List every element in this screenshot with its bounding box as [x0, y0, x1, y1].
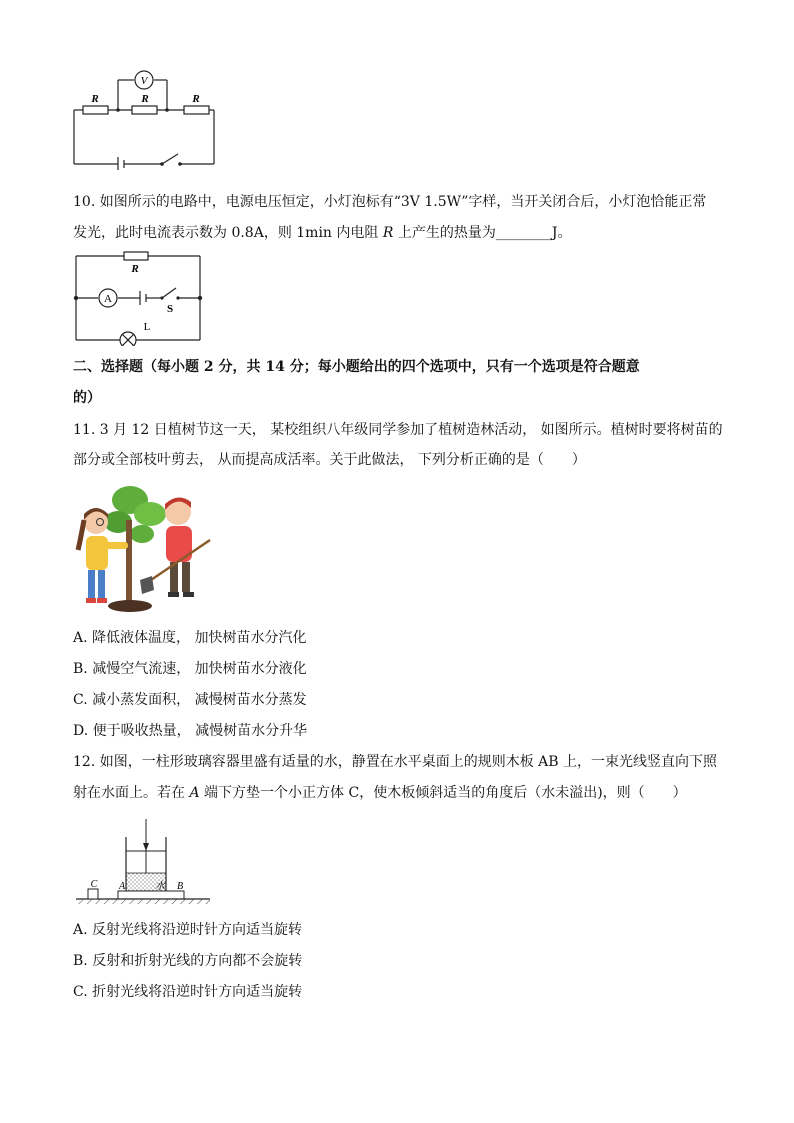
q11-option-d: D. 便于吸收热量， 减慢树苗水分升华 [73, 723, 308, 739]
cube-label: C [90, 879, 98, 890]
q10-line2 [73, 223, 571, 243]
q12-line2-a: 射在水面上。若在 [73, 785, 190, 801]
q11-option-a: A. 降低液体温度， 加快树苗水分汽化 [73, 630, 307, 646]
q11-option-c: C. 减小蒸发面积， 减慢树苗水分蒸发 [73, 692, 307, 708]
q12-line2 [73, 783, 687, 803]
circuit-diagram-voltmeter [70, 66, 220, 170]
q12-line2-b: 端下方垫一个小正方体 C，使木板倾斜适当的角度后（水未溢出)，则（ ） [199, 785, 687, 801]
resistor-label: R [131, 263, 139, 275]
voltmeter-label: V [140, 75, 148, 87]
board-end-b-label: B [176, 881, 184, 892]
water-label: 水 [155, 881, 165, 892]
tree-planting-illustration [70, 480, 220, 615]
switch-label: S [166, 303, 174, 315]
q11-option-b: B. 减慢空气流速， 加快树苗水分液化 [73, 661, 307, 677]
lamp-label: L [143, 321, 151, 333]
q12-option-b: B. 反射和折射光线的方向都不会旋转 [73, 953, 303, 969]
q12-line1: 12. 如图，一柱形玻璃容器里盛有适量的水，静置在水平桌面上的规则木板 AB 上，一束光线竖直向下照 [73, 754, 718, 770]
resistor-label-left: R [91, 93, 99, 105]
circuit-diagram-lamp [72, 250, 206, 346]
resistor-label-mid: R [141, 93, 149, 105]
q10-variable-r: R [382, 225, 394, 241]
ammeter-label: A [104, 293, 112, 305]
section2-heading-line1: 二、选择题（每小题 2 分，共 14 分；每小题给出的四个选项中，只有一个选项是符合题意 [73, 359, 640, 375]
q10-line2-b: 上产生的热量为________J。 [393, 225, 572, 241]
container-on-board-diagram [74, 815, 214, 907]
q12-option-a: A. 反射光线将沿逆时针方向适当旋转 [73, 922, 303, 938]
q10-line1: 10. 如图所示的电路中，电源电压恒定，小灯泡标有“3V 1.5W”字样，当开关闭合后，小灯泡恰能正常 [73, 194, 707, 210]
resistor-label-right: R [192, 93, 200, 105]
board-end-a-label: A [118, 881, 126, 892]
q11-line1: 11. 3 月 12 日植树节这一天， 某校组织八年级同学参加了植树造林活动， 如图所示。植树时要将树苗的 [73, 422, 723, 438]
q11-line2: 部分或全部枝叶剪去， 从而提高成活率。关于此做法， 下列分析正确的是（ ） [73, 452, 586, 468]
section2-heading-line2: 的） [73, 390, 101, 406]
q12-variable-a: A [189, 785, 200, 801]
q10-line2-a: 发光，此时电流表示数为 0.8A，则 1min 内电阻 [73, 225, 383, 241]
q12-option-c: C. 折射光线将沿逆时针方向适当旋转 [73, 984, 303, 1000]
